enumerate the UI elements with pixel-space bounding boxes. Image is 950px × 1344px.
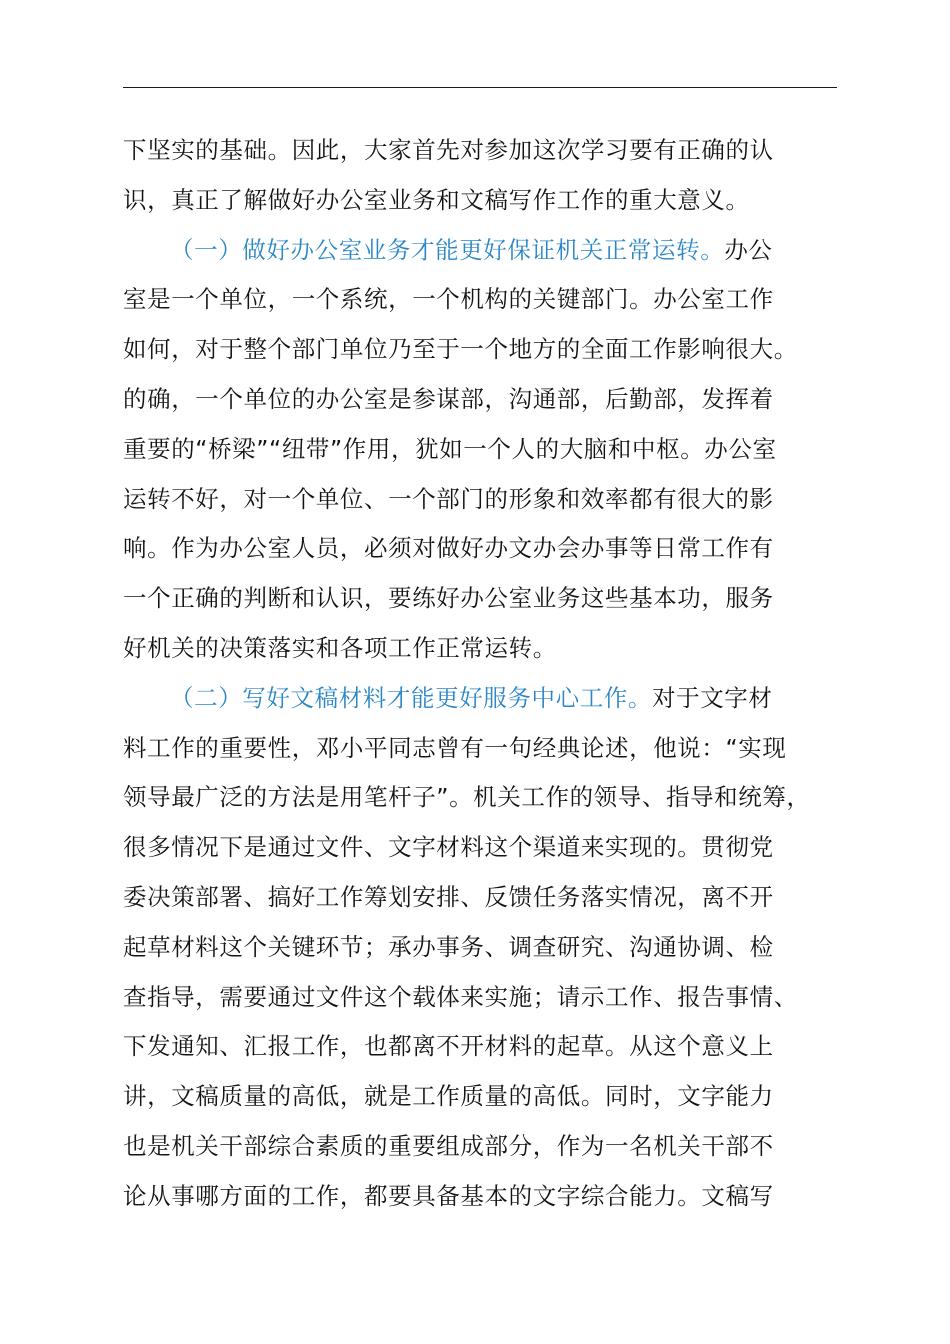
text-line: 起草材料这个关键环节；承办事务、调查研究、沟通协调、检 xyxy=(123,932,774,961)
text-line: 重要的“桥梁”“纽带”作用，犹如一个人的大脑和中枢。办公室 xyxy=(123,434,777,463)
paragraph-continuation xyxy=(123,126,863,226)
text-line: 的确，一个单位的办公室是参谋部，沟通部，后勤部，发挥着 xyxy=(123,384,774,413)
text-line: 料工作的重要性，邓小平同志曾有一句经典论述，他说：“实现 xyxy=(123,733,787,762)
text-line: 领导最广泛的方法是用笔杆子”。机关工作的领导、指导和统筹， xyxy=(123,783,811,812)
document-body xyxy=(123,126,863,1222)
text-line: 响。作为办公室人员，必须对做好办文办会办事等日常工作有 xyxy=(123,534,774,563)
text-run: 对于文字材 xyxy=(652,683,773,712)
paragraph-first-line xyxy=(123,674,863,724)
text-line: 也是机关干部综合素质的重要组成部分，作为一名机关干部不 xyxy=(123,1131,774,1160)
paragraph-office-work xyxy=(123,226,863,674)
text-line: 委决策部署、搞好工作筹划安排、反馈任务落实情况，离不开 xyxy=(123,882,774,911)
text-line: 论从事哪方面的工作，都要具备基本的文字综合能力。文稿写 xyxy=(123,1181,774,1210)
text-line: 好机关的决策落实和各项工作正常运转。 xyxy=(123,633,557,662)
text-run: 办公 xyxy=(724,235,773,264)
text-line: 如何，对于整个部门单位乃至于一个地方的全面工作影响很大。 xyxy=(123,335,798,364)
header-rule xyxy=(123,87,837,88)
text-line: 查指导，需要通过文件这个载体来实施；请示工作、报告事情、 xyxy=(123,982,798,1011)
text-line: 下坚实的基础。因此，大家首先对参加这次学习要有正确的认 xyxy=(123,136,774,164)
section-heading-one: （一）做好办公室业务才能更好保证机关正常运转。 xyxy=(170,235,725,264)
text-line: 运转不好，对一个单位、一个部门的形象和效率都有很大的影 xyxy=(123,484,774,513)
section-heading-two: （二）写好文稿材料才能更好服务中心工作。 xyxy=(170,683,652,712)
paragraph-first-line xyxy=(123,226,863,276)
text-line: 下发通知、汇报工作，也都离不开材料的起草。从这个意义上 xyxy=(123,1032,774,1061)
text-line: 很多情况下是通过文件、文字材料这个渠道来实现的。贯彻党 xyxy=(123,833,774,862)
text-line: 讲，文稿质量的高低，就是工作质量的高低。同时，文字能力 xyxy=(123,1082,774,1111)
text-line: 识，真正了解做好办公室业务和文稿写作工作的重大意义。 xyxy=(123,185,750,214)
text-line: 室是一个单位，一个系统，一个机构的关键部门。办公室工作 xyxy=(123,285,774,314)
paragraph-writing-work xyxy=(123,674,863,1222)
text-line: 一个正确的判断和认识，要练好办公室业务这些基本功，服务 xyxy=(123,584,774,613)
